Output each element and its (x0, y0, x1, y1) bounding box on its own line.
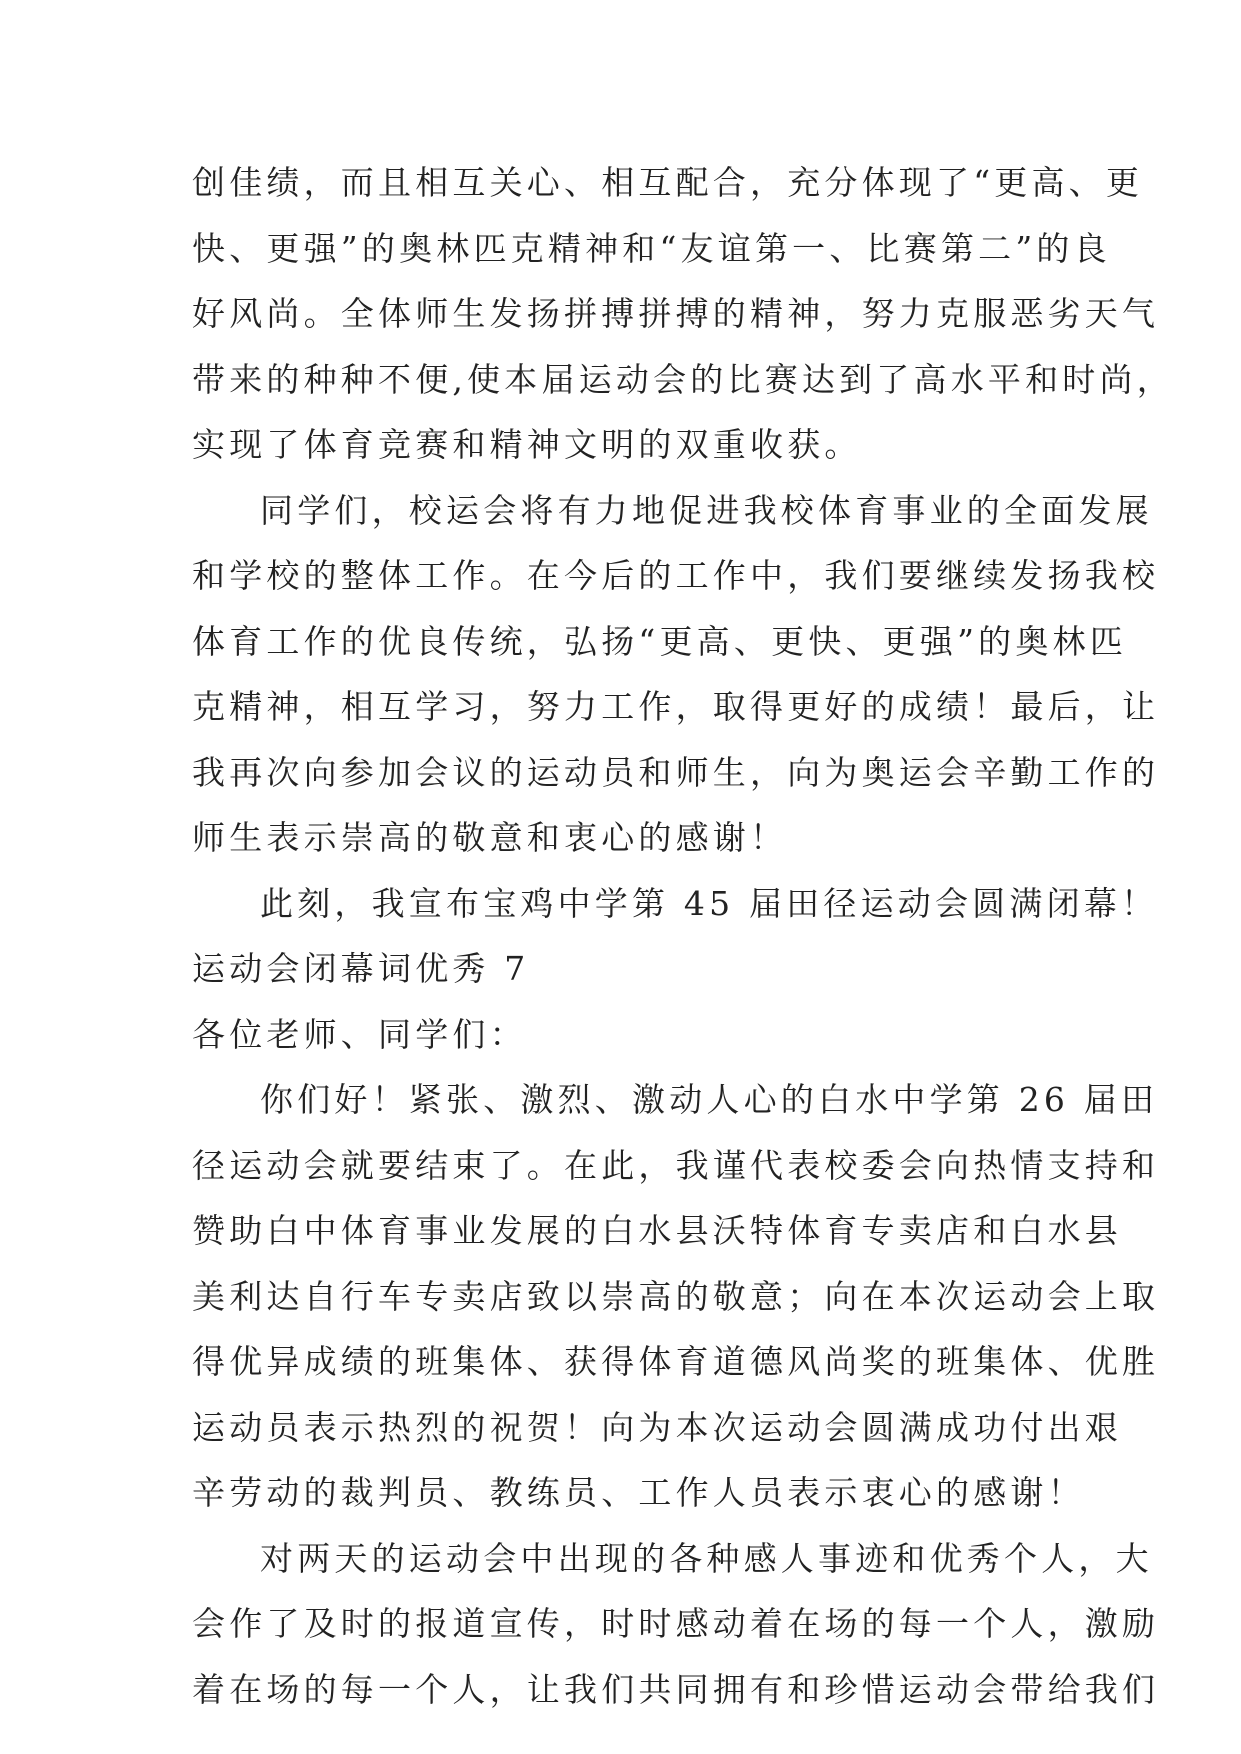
text-line: 师生表示崇高的敬意和衷心的感谢！ (192, 818, 788, 857)
text-line: 着在场的每一个人，让我们共同拥有和珍惜运动会带给我们 (192, 1669, 1160, 1709)
text-line: 赞助白中体育事业发展的白水县沃特体育专卖店和白水县 (192, 1211, 1122, 1250)
text-line: 克精神，相互学习，努力工作，取得更好的成绩！最后，让 (192, 687, 1160, 726)
text-line: 体育工作的优良传统，弘扬“更高、更快、更强”的奥林匹 (192, 621, 1127, 661)
text-line: 得优异成绩的班集体、获得体育道德风尚奖的班集体、优胜 (192, 1342, 1160, 1381)
paragraph-first-line: 对两天的运动会中出现的各种感人事迹和优秀个人，大 (260, 1538, 1153, 1578)
text-line: 会作了及时的报道宣传，时时感动着在场的每一个人，激励 (192, 1604, 1160, 1643)
text-line: 辛劳动的裁判员、教练员、工作人员表示衷心的感谢！ (192, 1473, 1085, 1512)
text-line: 快、更强”的奥林匹克精神和“友谊第一、比赛第二”的良 (192, 228, 1111, 268)
paragraph-first-line: 此刻，我宣布宝鸡中学第 45 届田径运动会圆满闭幕！ (260, 883, 1159, 923)
text-line: 运动员表示热烈的祝贺！向为本次运动会圆满成功付出艰 (192, 1407, 1122, 1447)
text-line: 和学校的整体工作。在今后的工作中，我们要继续发扬我校 (192, 556, 1160, 595)
text-line: 带来的种种不便,使本届运动会的比赛达到了高水平和时尚， (192, 359, 1174, 399)
salutation: 各位老师、同学们： (192, 1014, 527, 1054)
paragraph-first-line: 同学们，校运会将有力地促进我校体育事业的全面发展 (260, 490, 1153, 530)
text-line: 创佳绩，而且相互关心、相互配合，充分体现了“更高、更 (192, 163, 1144, 202)
paragraph-first-line: 你们好！紧张、激烈、激动人心的白水中学第 26 届田 (260, 1080, 1159, 1119)
text-line: 径运动会就要结束了。在此，我谨代表校委会向热情支持和 (192, 1145, 1160, 1185)
text-line: 我再次向参加会议的运动员和师生，向为奥运会辛勤工作的 (192, 752, 1160, 792)
text-line: 好风尚。全体师生发扬拼搏拼搏的精神，努力克服恶劣天气 (192, 294, 1160, 333)
text-line: 实现了体育竞赛和精神文明的双重收获。 (192, 425, 862, 464)
document-body (192, 150, 1174, 1722)
section-heading: 运动会闭幕词优秀 7 (192, 949, 530, 988)
text-line: 美利达自行车专卖店致以崇高的敬意；向在本次运动会上取 (192, 1276, 1160, 1316)
